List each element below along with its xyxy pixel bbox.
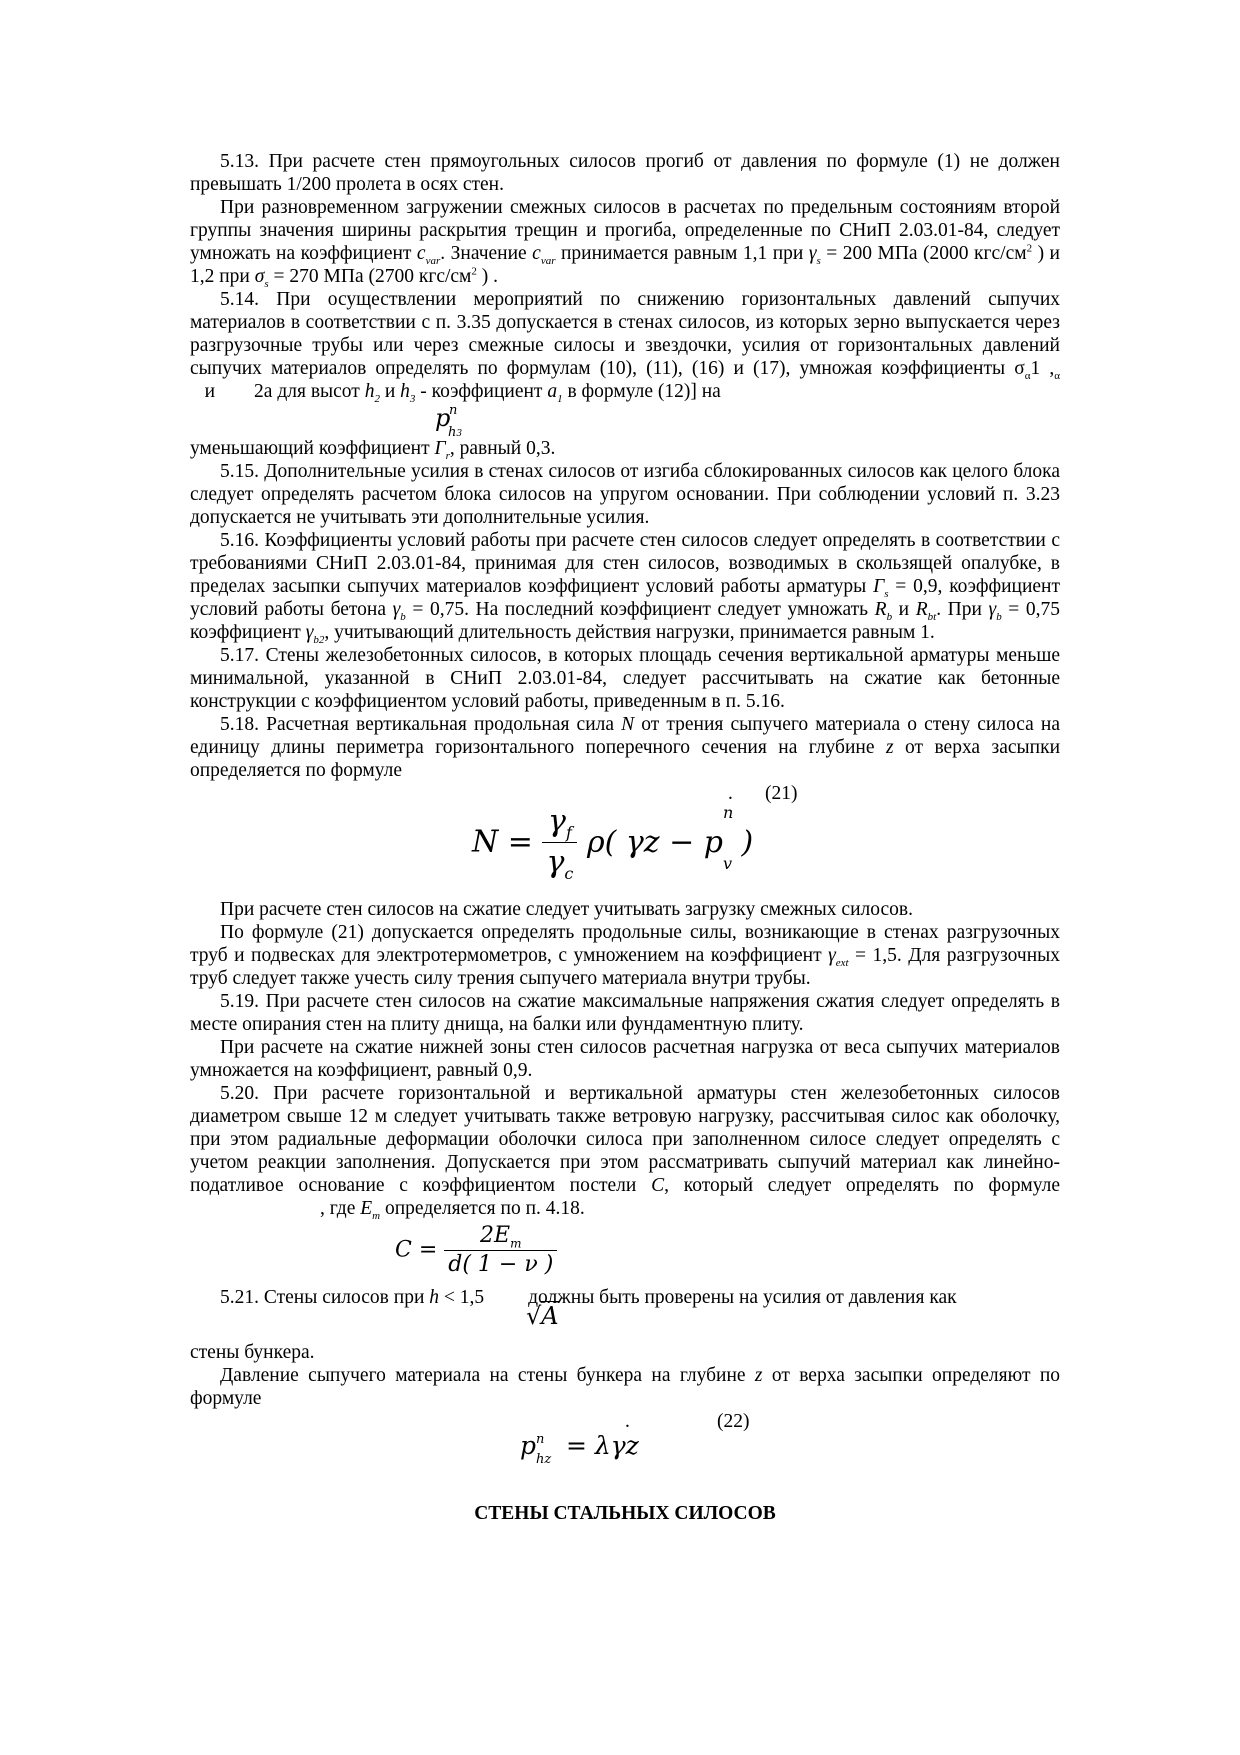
text: принимается равным 1,1 при <box>555 243 809 264</box>
symbol: p <box>520 1431 537 1460</box>
text: стены бункера. <box>190 1342 315 1363</box>
symbol: σ <box>1014 358 1025 379</box>
subscript: r <box>445 449 450 462</box>
subscript: var <box>540 254 556 267</box>
section-heading: СТЕНЫ СТАЛЬНЫХ СИЛОСОВ <box>474 1503 776 1524</box>
text: 5.18. Расчетная вертикальная продольная сила <box>220 714 622 735</box>
text: При расчете стен силосов на сжатие следует учитывать загрузку смежных силосов. <box>220 899 913 920</box>
symbol: h <box>429 1287 440 1308</box>
formula-21-body: N = $\frac{\gamma_f}{\gamma_c}$ ρ( γz − p n $_v$ ) <box>472 802 754 883</box>
text: от верха засыпки определяют по формуле <box>190 1365 1060 1409</box>
text: = 0,9, коэффициент условий работы бетона <box>190 576 1060 620</box>
paragraph-5-18 <box>190 713 1060 782</box>
text: ) . <box>476 266 499 287</box>
subscript: 1 <box>557 392 563 405</box>
paragraph-5-15 <box>190 460 1060 529</box>
formula-21 <box>190 782 1060 898</box>
inline-formula-p-h3 <box>190 403 1060 440</box>
symbol: N <box>621 714 635 735</box>
text: 5.16. Коэффициенты условий работы при расчете стен силосов следует определять в соответствии с требованиями СНиП 2.03.01-84, принимая для стен силосов, возводимых в скользящей опалубке, в пределах засыпки сыпучих материалов коэффициент условий работы арматуры <box>190 530 1060 597</box>
text: уменьшающий коэффициент <box>190 438 435 459</box>
paragraph-5-16 <box>190 529 1060 644</box>
text: и 2а для высот <box>190 381 365 402</box>
subscript: b2 <box>313 633 325 646</box>
symbol: z <box>885 737 894 758</box>
text: 5.21. Стены силосов при <box>220 1287 430 1308</box>
text: = 0,75 коэффициент <box>190 599 1061 643</box>
text: 5.17. Стены железобетонных силосов, в которых площадь сечения вертикальной арматуры меньше минимальной, указанной в СНиП 2.03.01-84, следует рассчитывать на сжатие как бетонные конструкции с коэффициентом условий работы, приведенным в п. 5.16. <box>190 645 1060 712</box>
text: и <box>379 381 401 402</box>
symbol: γ <box>548 804 566 839</box>
fraction <box>444 1222 557 1279</box>
paragraph-5-14 <box>190 288 1060 403</box>
paragraph-5-18-cont <box>190 898 1060 921</box>
paragraph-5-20 <box>190 1082 1060 1220</box>
sqrt-sign: √ <box>526 1302 542 1330</box>
subscript: 3 <box>456 429 463 439</box>
text: от верха засыпки определяется по формуле <box>190 737 1060 781</box>
symbol: C <box>651 1175 665 1196</box>
text: и <box>892 599 916 620</box>
symbol: γ <box>828 945 836 966</box>
paragraph-5-13 <box>190 150 1060 196</box>
text: = 270 МПа (2700 кгс/см <box>268 266 472 287</box>
subscript: 3 <box>409 392 416 405</box>
symbol: γ <box>392 599 401 620</box>
superscript: 2 <box>1026 242 1033 255</box>
formula-lhs: C = <box>395 1237 438 1263</box>
paragraph-5-17 <box>190 644 1060 713</box>
text: . Значение <box>440 243 533 264</box>
text: , равный 0,3. <box>449 438 556 459</box>
paragraph-5-19 <box>190 990 1060 1036</box>
formula-c <box>190 1220 1060 1286</box>
formula-22-body: p n hz = λγz <box>520 1431 639 1467</box>
subscript: s <box>264 277 269 290</box>
superscript: n <box>449 403 458 418</box>
fraction-numerator <box>444 1222 557 1251</box>
text: При расчете на сжатие нижней зоны стен силосов расчетная нагрузка от веса сыпучих материалов умножается на коэффициент, равный 0,9. <box>190 1037 1060 1081</box>
symbol: γ <box>546 845 565 880</box>
text: = 0,75. На последний коэффициент следует умножать <box>405 599 875 620</box>
fraction-numerator <box>542 802 577 843</box>
text: По формуле (21) допускается определять продольные силы, возникающие в стенах разгрузочных труб и подвесках для электротермометров, с умножением на коэффициент <box>190 922 1060 966</box>
text: 5.14. При осуществлении мероприятий по снижению горизонтальных давлений сыпучих материалов в соответствии с п. 3.35 допускается в стенах силосов, из которых зерно выпускается через разгрузочные трубы или через смежные силосы и звездочки, усилия от горизонтальных давлений сыпучих материалов определять по формулам (10), (11), (16) и (17), умножая коэффициенты <box>190 289 1060 379</box>
subscript: s <box>816 254 821 267</box>
text: определяется по п. 4.18. <box>380 1198 585 1219</box>
symbol: Γ <box>873 576 885 597</box>
document-page <box>190 150 1060 1525</box>
symbol: γ <box>305 622 314 643</box>
subscript: c <box>564 864 574 883</box>
text: 5.15. Дополнительные усилия в стенах силосов от изгиба сблокированных силосов как целого блока следует определять расчетом блока силосов на упругом основании. При соблюдении условий п. 3.23 допускается не учитывать эти дополнительные усилия. <box>190 461 1060 528</box>
symbol: γ <box>808 243 817 264</box>
text: При разновременном загружении смежных силосов в расчетах по предельным состояниям второй группы значения ширины раскрытия трещин и прогиба, определенные по СНиП 2.03.01-84, следует умножать на коэффициент <box>190 197 1060 264</box>
text: = 200 МПа (2000 кгс/см <box>820 243 1027 264</box>
subscript: s <box>884 587 889 600</box>
text: = 1,5. Для разгрузочных труб следует также учесть силу трения сыпучего материала внутри трубы. <box>190 945 1060 989</box>
symbol: h <box>364 381 375 402</box>
symbol: a <box>547 381 558 402</box>
text: ) и 1,2 при <box>190 243 1060 287</box>
paragraph-5-21 <box>190 1286 1060 1309</box>
symbol: γ <box>988 599 997 620</box>
subscript: h <box>448 425 457 440</box>
subscript: v <box>722 853 733 873</box>
symbol: p <box>435 404 451 432</box>
formula-rhs: ) <box>732 824 754 860</box>
subscript: m <box>510 1236 522 1251</box>
subscript: var <box>425 254 441 267</box>
paragraph-5-21-cont <box>190 1341 1060 1364</box>
subscript: α <box>1054 369 1061 382</box>
symbol: R <box>915 599 928 620</box>
formula-rhs: ρ( γz − p <box>586 824 723 860</box>
text: , где <box>320 1198 361 1219</box>
text: , учитывающий длительность действия нагрузки, принимается равным 1. <box>324 622 935 643</box>
formula-lhs: N = <box>472 824 533 860</box>
text: - коэффициент <box>415 381 548 402</box>
text: . При <box>936 599 989 620</box>
text: 1 , <box>1030 358 1055 379</box>
text: в формуле (12)] на <box>562 381 721 402</box>
paragraph-5-14-cont <box>190 437 1060 460</box>
subscript: m <box>372 1209 381 1222</box>
symbol: h <box>400 381 410 402</box>
symbol: 2E <box>480 1223 511 1248</box>
inline-formula-sqrt-a <box>190 1302 1060 1341</box>
fraction <box>542 802 577 883</box>
symbol: E <box>360 1198 373 1219</box>
formula-rhs: = λγz <box>558 1431 639 1460</box>
subscript: b <box>996 610 1002 623</box>
symbol: c <box>532 243 541 264</box>
subscript: ext <box>835 956 849 969</box>
symbol: c <box>416 243 426 264</box>
fraction-denominator: d( 1 − ν ) <box>448 1252 554 1277</box>
superscript: 2 <box>471 265 477 278</box>
text: 5.19. При расчете стен силосов на сжатие максимальные напряжения сжатия следует определять в месте опирания стен на плиту днища, на балки или фундаментную плиту. <box>190 991 1060 1035</box>
symbol: Γ <box>434 438 446 459</box>
symbol: σ <box>254 266 265 287</box>
subscript: b <box>400 610 406 623</box>
subscript: b <box>886 610 893 623</box>
subscript: 2 <box>374 392 380 405</box>
paragraph-5-13-cont <box>190 196 1060 288</box>
subscript: α <box>1024 369 1031 382</box>
formula-c-body <box>395 1222 557 1279</box>
text: < 1,5 <box>439 1287 485 1308</box>
subscript: f <box>565 823 572 842</box>
text: должны быть проверены на усилия от давления как <box>528 1287 957 1308</box>
fraction-denominator <box>542 843 577 883</box>
symbol: A <box>541 1302 559 1330</box>
formula-number: (21) <box>765 783 798 804</box>
formula-dot: . <box>728 783 733 804</box>
formula-22 <box>190 1410 1060 1480</box>
paragraph-5-21-cont2 <box>190 1364 1060 1410</box>
formula-dot: . <box>625 1411 630 1432</box>
formula-number: (22) <box>717 1411 750 1432</box>
symbol: R <box>874 599 887 620</box>
text: 5.13. При расчете стен прямоугольных силосов прогиб от давления по формуле (1) не должен превышать 1/200 пролета в осях стен. <box>190 151 1060 195</box>
paragraph-5-18-cont2 <box>190 921 1060 990</box>
paragraph-5-19-cont <box>190 1036 1060 1082</box>
subscript: bt <box>927 610 937 623</box>
symbol: z <box>754 1365 763 1386</box>
text: от трения сыпучего материала о стену силоса на единицу длины периметра горизонтального поперечного сечения на глубине <box>190 714 1060 758</box>
text: 5.20. При расчете горизонтальной и вертикальной арматуры стен железобетонных силосов диаметром свыше 12 м следует учитывать также ветровую нагрузку, рассчитывая силос как оболочку, при этом радиальные деформации оболочки силоса при заполненном силосе следует определять с учетом реакции заполнения. Допускается при этом рассматривать сыпучий материал как линейно-податливое основание с коэффициентом постели <box>190 1083 1060 1196</box>
text: Давление сыпучего материала на стены бункера на глубине <box>220 1365 755 1386</box>
text: , который следует определять по формуле <box>664 1175 1060 1196</box>
